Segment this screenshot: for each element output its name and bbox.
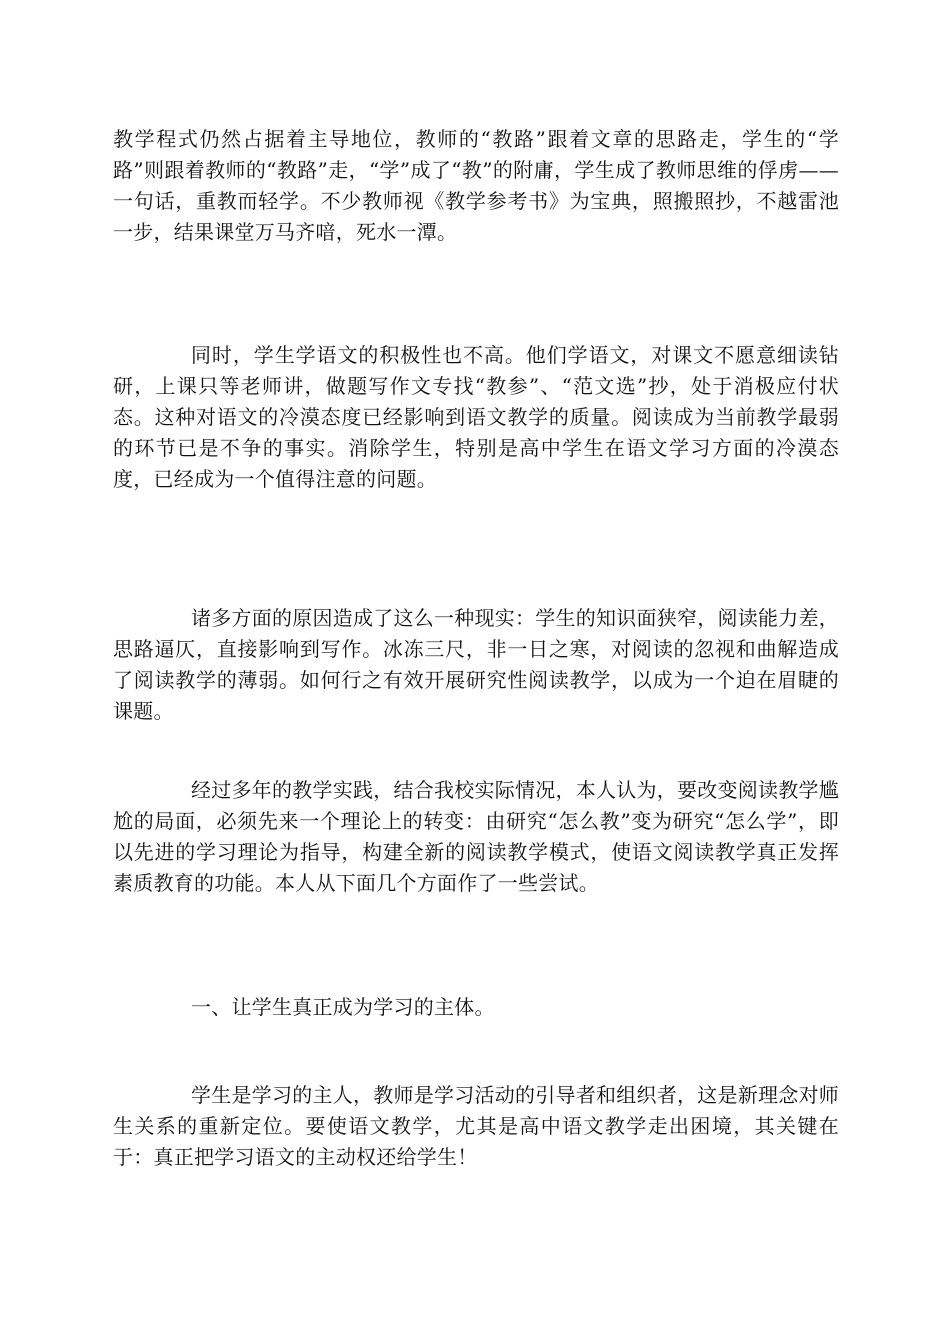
paragraph-teaching-routine: 教学程式仍然占据着主导地位，教师的“教路”跟着文章的思路走，学生的“学路”则跟着教师的“教路”走，“学”成了“教”的附庸，学生成了教师思维的俘虏——一句话，重教而轻学。不少教师视《教学参考书》为宝典，照搬照抄，不越雷池一步，结果课堂万马齐喑，死水一潭。	[113, 127, 839, 244]
section-heading-student-subject: 一、让学生真正成为学习的主体。	[191, 995, 495, 1019]
paragraph-student-motivation: 同时，学生学语文的积极性也不高。他们学语文，对课文不愿意细读钻研，上课只等老师讲，做题写作文专找“教参”、“范文选”抄，处于消极应付状态。这种对语文的冷漠态度已经影响到语文教学的质量。阅读成为当前教学最弱的环节已是不争的事实。消除学生，特别是高中学生在语文学习方面的冷漠态度，已经成为一个值得注意的问题。	[113, 343, 839, 491]
paragraph-student-master: 学生是学习的主人，教师是学习活动的引导者和组织者，这是新理念对师生关系的重新定位。要使语文教学，尤其是高中语文教学走出困境，其关键在于：真正把学习语文的主动权还给学生！	[113, 1083, 839, 1169]
paragraph-causes: 诸多方面的原因造成了这么一种现实：学生的知识面狭窄，阅读能力差，思路逼仄，直接影响到写作。冰冻三尺，非一日之寒，对阅读的忽视和曲解造成了阅读教学的薄弱。如何行之有效开展研究性阅读教学，以成为一个迫在眉睫的课题。	[113, 606, 839, 723]
paragraph-theory-shift: 经过多年的教学实践，结合我校实际情况，本人认为，要改变阅读教学尴尬的局面，必须先来一个理论上的转变：由研究“怎么教”变为研究“怎么学”，即以先进的学习理论为指导，构建全新的阅读教学模式，使语文阅读教学真正发挥素质教育的功能。本人从下面几个方面作了一些尝试。	[113, 778, 839, 895]
